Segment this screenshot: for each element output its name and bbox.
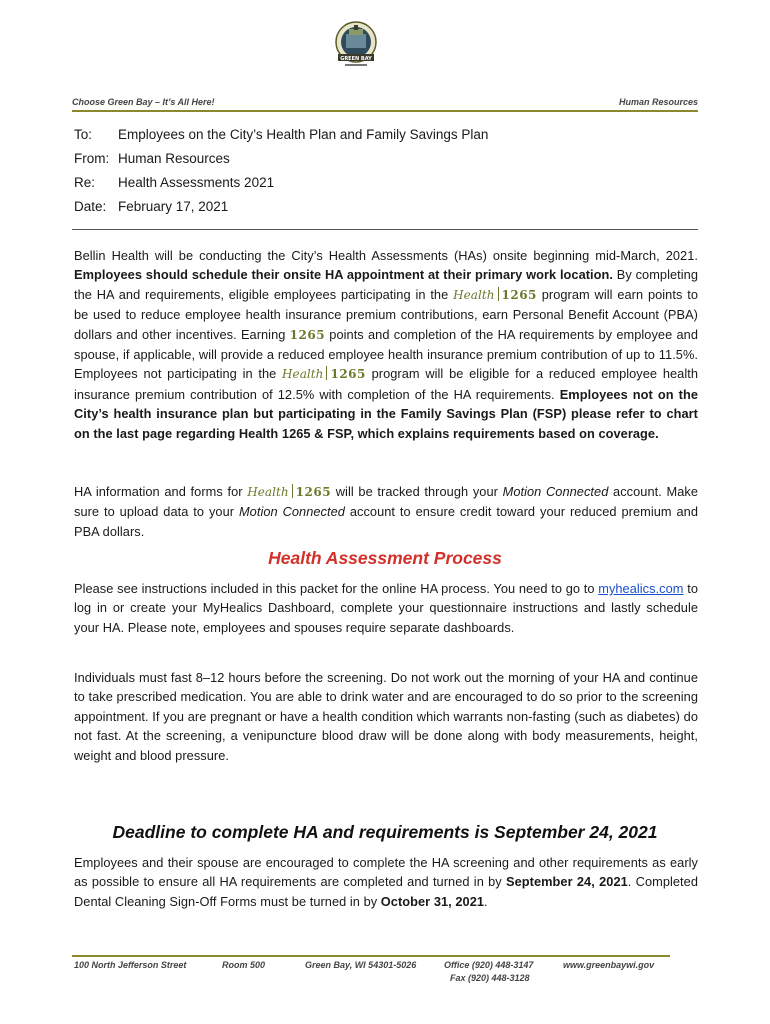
page-header	[72, 96, 698, 112]
process-text: Please see instructions included in this packet for the online HA process. You need to go to	[74, 581, 599, 596]
intro-text: By completing the HA and requirements, eligible employees participating in the	[74, 267, 698, 302]
health-word: Health	[282, 367, 324, 382]
myhealics-link[interactable]: myhealics.com	[598, 581, 684, 596]
program-number: 1265	[295, 485, 332, 499]
memo-date-value: February 17, 2021	[118, 199, 229, 214]
program-number: 1265	[330, 367, 366, 382]
health-1265-logo	[282, 367, 366, 381]
memo-divider	[72, 229, 698, 230]
footer-street: 100 North Jefferson Street	[74, 960, 187, 970]
health-word: Health	[247, 485, 289, 499]
memo-to-value: Employees on the City’s Health Plan and Family Savings Plan	[118, 127, 489, 142]
deadline-paragraph	[74, 853, 698, 911]
process-heading: Health Assessment Process	[268, 548, 502, 568]
footer-office: Office (920) 448-3147	[444, 960, 534, 970]
tracking-text: account. Make sure to upload data to your	[74, 484, 698, 520]
memo-re-label: Re:	[74, 175, 96, 190]
intro-text: Bellin Health will be conducting the City’s Health Assessments (HAs) onsite beginning mid-March, 2021.	[74, 248, 698, 263]
footer-website[interactable]: www.greenbaywi.gov	[563, 960, 655, 970]
footer-divider	[72, 955, 670, 957]
deadline-date: September 24, 2021	[506, 874, 628, 890]
intro-text: program will be eligible for a reduced employee health insurance premium contribution of 12.5% with completion of the HA requirements.	[74, 366, 698, 402]
city-seal-logo	[333, 20, 379, 72]
tracking-text: HA information and forms for	[74, 484, 248, 499]
deadline-text: Employees and their spouse are encouraged to complete the HA screening and other requirements as early as possible to ensure all HA requirements are completed and turned in by	[74, 855, 698, 890]
memo-from-row	[74, 147, 488, 171]
health-1265-logo	[247, 485, 331, 499]
tracking-text: will be tracked through your	[331, 484, 503, 499]
intro-text: program will earn points to be used to reduce employee health insurance premium contributions, earn Personal Benefit Account (PBA) dollars and other incentives. Earning	[74, 286, 698, 342]
program-number: 1265	[289, 327, 326, 342]
memo-from-label: From:	[74, 151, 110, 166]
footer-phone-block	[444, 959, 533, 985]
memo-re-row	[74, 171, 488, 195]
deadline-text: .	[484, 893, 488, 909]
process-text: to log in or create your MyHealics Dashboard, complete your questionnaire instructions and lastly schedule your HA. Please note, employees and spouses require separate dashboards.	[74, 581, 698, 635]
memo-block	[74, 123, 488, 219]
header-tagline: Choose Green Bay – It’s All Here!	[72, 97, 215, 107]
header-department: Human Resources	[618, 97, 698, 107]
footer-room: Room 500	[222, 960, 266, 970]
tracking-text: account to ensure credit toward your reduced premium and PBA dollars.	[74, 504, 699, 539]
svg-text:GREEN BAY: GREEN BAY	[340, 56, 372, 62]
motion-connected-text: Motion Connected	[502, 484, 609, 499]
intro-bold-text: Employees not on the City’s health insurance plan but participating in the Family Savings Plan (FSP) please refer to chart on the last page regarding Health 1265 & FSP, which explains requirements based on coverage.	[74, 386, 698, 441]
intro-text: points and completion of the HA requirements by employee and spouse, if applicable, will provide a reduced employee health insurance premium contribution of up to 11.5%. Employees not participating in the	[74, 326, 698, 382]
tracking-paragraph	[74, 482, 698, 541]
deadline-heading: Deadline to complete HA and requirements is September 24, 2021	[112, 822, 658, 842]
footer-city: Green Bay, WI 54301-5026	[305, 960, 417, 970]
program-number: 1265	[501, 287, 537, 302]
intro-bold-text: Employees should schedule their onsite HA appointment at their primary work location.	[74, 267, 614, 283]
intro-paragraph	[74, 246, 698, 443]
motion-connected-text: Motion Connected	[238, 504, 345, 520]
health-1265-logo	[453, 288, 537, 302]
memo-re-value: Health Assessments 2021	[118, 175, 275, 190]
memo-date-label: Date:	[74, 199, 107, 214]
deadline-text: . Completed Dental Cleaning Sign-Off Forms must be turned in by	[74, 874, 698, 909]
process-paragraph-2: Individuals must fast 8–12 hours before the screening. Do not work out the morning of your HA and continue to take prescribed medication. You are able to drink water and are encouraged to do so prior to the screening appointment. If you are pregnant or have a health condition which warrants non-fasting (such as diabetes) do not fast. At the screening, a venipuncture blood draw will be done along with body measurements, height, weight and blood pressure.	[74, 670, 698, 763]
memo-to-label: To:	[74, 127, 93, 142]
memo-date-row	[74, 195, 488, 219]
footer-fax: Fax (920) 448-3128	[450, 973, 530, 983]
health-word: Health	[453, 287, 495, 302]
memo-from-value: Human Resources	[118, 151, 230, 166]
process-paragraph-1	[74, 579, 698, 637]
memo-to-row	[74, 123, 488, 147]
dental-deadline-date: October 31, 2021	[380, 893, 485, 909]
